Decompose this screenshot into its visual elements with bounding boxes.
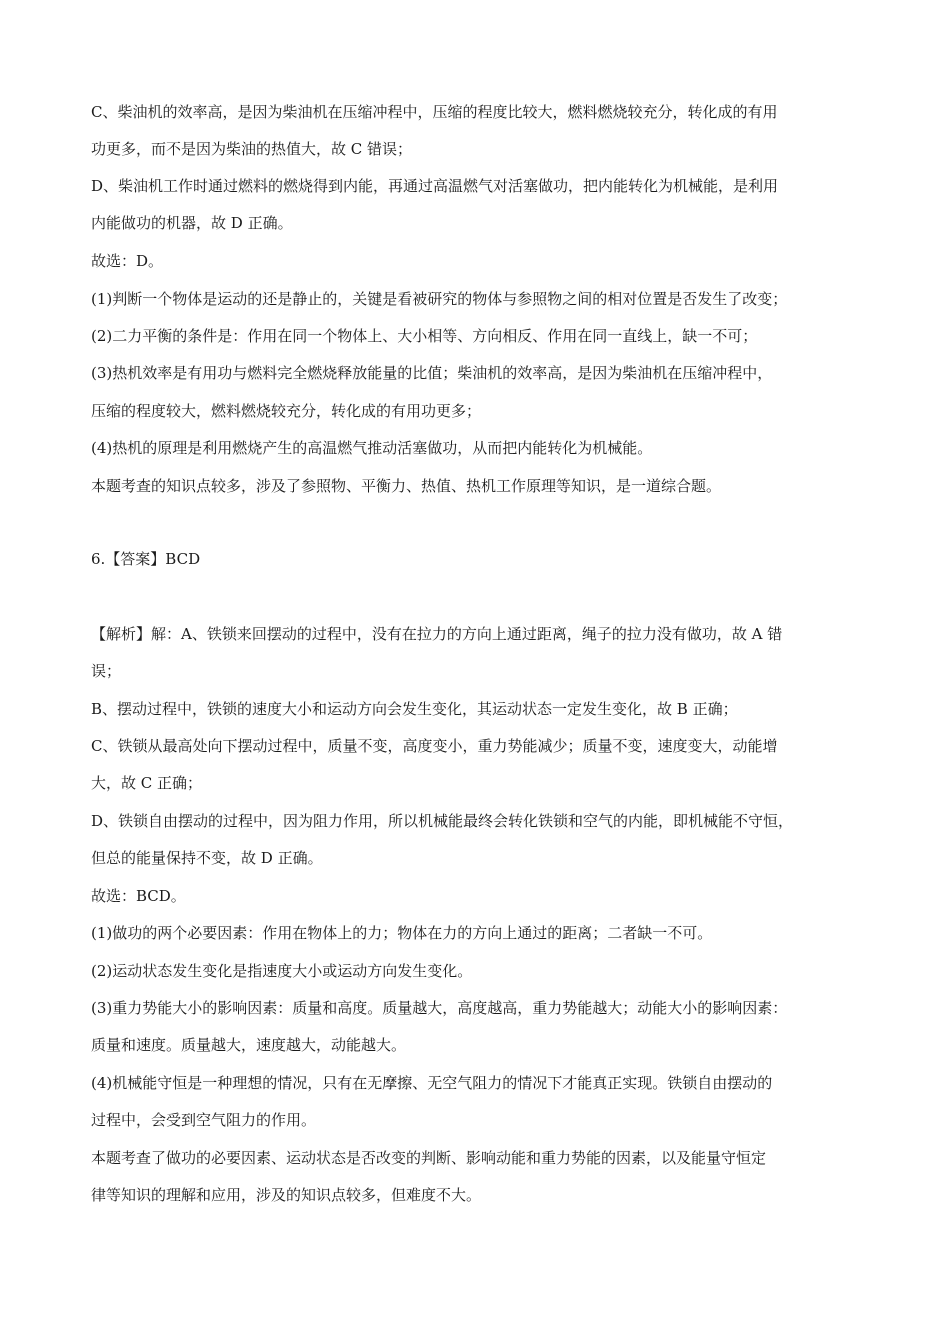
text-line: 【解析】解：A、铁锁来回摆动的过程中，没有在拉力的方向上通过距离，绳子的拉力没有做功，故 A 错 [91,625,783,643]
text-line: 压缩的程度较大，燃料燃烧较充分，转化成的有用功更多； [91,402,482,420]
text-line: 本题考查了做功的必要因素、运动状态是否改变的判断、影响动能和重力势能的因素，以及能量守恒定 [91,1149,767,1167]
text-line: (4)机械能守恒是一种理想的情况，只有在无摩擦、无空气阻力的情况下才能真正实现。铁锁自由摆动的 [91,1074,773,1092]
text-line: D、柴油机工作时通过燃料的燃烧得到内能，再通过高温燃气对活塞做功，把内能转化为机械能，是利用 [91,177,779,195]
text-line: 故选：BCD。 [91,887,186,905]
text-line: 故选：D。 [91,252,164,270]
text-line: (3)重力势能大小的影响因素：质量和高度。质量越大，高度越高，重力势能越大；动能大小的影响因素： [91,999,788,1017]
text-line: B、摆动过程中，铁锁的速度大小和运动方向会发生变化，其运动状态一定发生变化，故 B 正确； [91,700,738,718]
text-line: (1)做功的两个必要因素：作用在物体上的力；物体在力的方向上通过的距离；二者缺一不可。 [91,924,713,942]
text-line: 误； [91,662,122,680]
text-line: (2)运动状态发生变化是指速度大小或运动方向发生变化。 [91,962,473,980]
text-line: 质量和速度。质量越大，速度越大，动能越大。 [91,1036,407,1054]
text-line: 本题考查的知识点较多，涉及了参照物、平衡力、热值、热机工作原理等知识，是一道综合题。 [91,477,722,495]
text-line: 过程中，会受到空气阻力的作用。 [91,1111,317,1129]
text-line: 但总的能量保持不变，故 D 正确。 [91,849,323,867]
text-line: 大，故 C 正确； [91,774,203,792]
text-line: 律等知识的理解和应用，涉及的知识点较多，但难度不大。 [91,1186,482,1204]
text-line: 功更多，而不是因为柴油的热值大，故 C 错误； [91,140,413,158]
text-line: (4)热机的原理是利用燃烧产生的高温燃气推动活塞做功，从而把内能转化为机械能。 [91,439,653,457]
text-line: D、铁锁自由摆动的过程中，因为阻力作用，所以机械能最终会转化铁锁和空气的内能，即机械能不守恒， [91,812,794,830]
text-line: C、柴油机的效率高，是因为柴油机在压缩冲程中，压缩的程度比较大，燃料燃烧较充分，转化成的有用 [91,103,778,121]
text-line: (1)判断一个物体是运动的还是静止的，关键是看被研究的物体与参照物之间的相对位置是否发生了改变； [91,290,788,308]
text-line: 内能做功的机器，故 D 正确。 [91,214,293,232]
answer-heading: 6.【答案】BCD [91,550,201,568]
text-line: (2)二力平衡的条件是：作用在同一个物体上、大小相等、方向相反、作用在同一直线上，缺一不可； [91,327,758,345]
text-line: C、铁锁从最高处向下摆动过程中，质量不变，高度变小，重力势能减少；质量不变，速度变大，动能增 [91,737,778,755]
text-line: (3)热机效率是有用功与燃料完全燃烧释放能量的比值；柴油机的效率高，是因为柴油机在压缩冲程中， [91,364,773,382]
